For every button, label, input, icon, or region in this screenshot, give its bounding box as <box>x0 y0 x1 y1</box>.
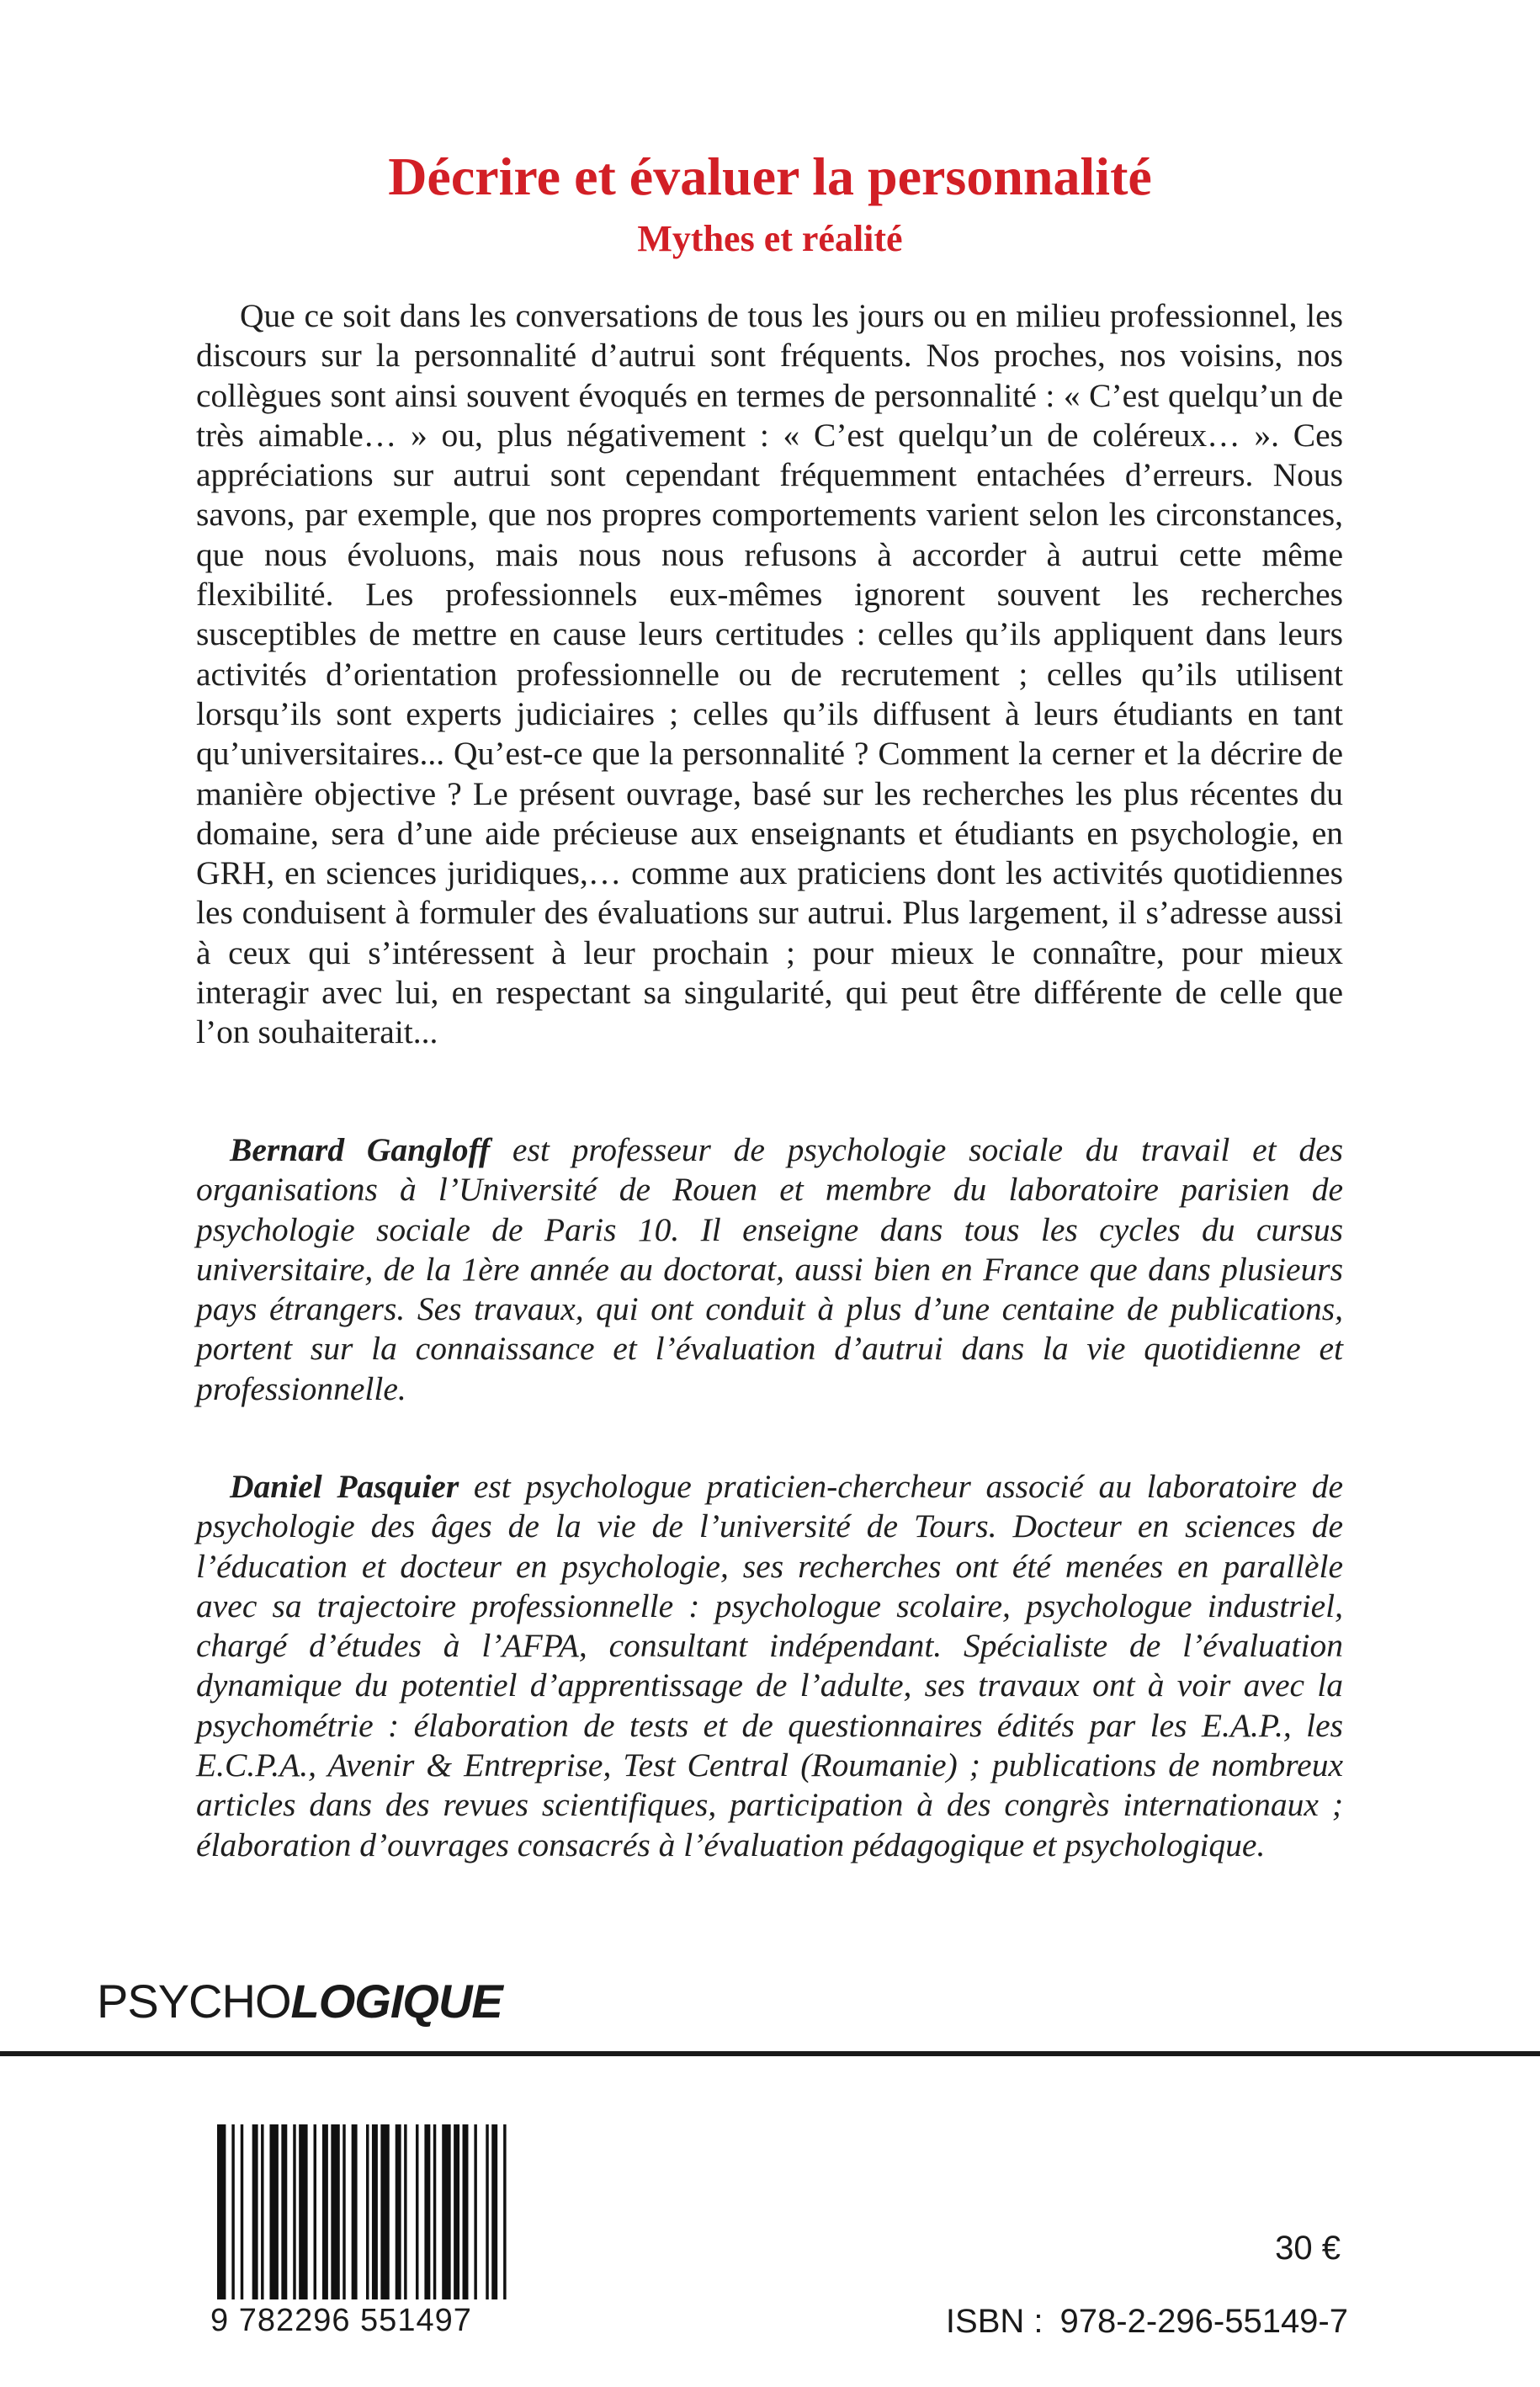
collection-logo <box>97 1975 502 2028</box>
collection-logo-part1: PSYCHO <box>97 1975 291 2028</box>
author-bio-gangloff <box>196 1130 1343 1409</box>
author-bio-text-gangloff: est professeur de psychologie sociale du travail et des organisations à l’Université de Rouen et membre du laboratoire parisien de psychologie sociale de Paris 10. Il enseigne dans tous les cycles du cursus universitaire, de la 1ère année au doctorat, aussi bien en France que dans plusieurs pays étrangers. Ses travaux, qui ont conduit à plus d’une centaine de publications, portent sur la connaissance et l’évaluation d’autrui dans la vie quotidienne et professionnelle. <box>196 1131 1344 1407</box>
author-bio-text-pasquier: est psychologue praticien-chercheur associé au laboratoire de psychologie des âges de la vie de l’université de Tours. Docteur en sciences de l’éducation et docteur en psychologie, ses recherches ont été menées en parallèle avec sa trajectoire professionnelle : psychologue scolaire, psychologue industriel, chargé d’études à l’AFPA, consultant indépendant. Spécialiste de l’évaluation dynamique du potentiel d’apprentissage de l’adulte, ses travaux ont à voir avec la psychométrie : élaboration de tests et de questionnaires édités par les E.A.P., les E.C.P.A., Avenir & Entreprise, Test Central (Roumanie) ; publications de nombreux articles dans des revues scientifiques, participation à des congrès internationaux ; élaboration d’ouvrages consacrés à l’évaluation pédagogique et psychologique. <box>196 1468 1343 1863</box>
author-name-gangloff: Bernard Gangloff <box>230 1131 491 1168</box>
isbn-value: 978-2-296-55149-7 <box>1059 2303 1348 2340</box>
barcode-digits: 9 782296 551497 <box>210 2303 472 2338</box>
collection-logo-part2: LOGIQUE <box>290 1975 502 2028</box>
author-name-pasquier: Daniel Pasquier <box>230 1468 459 1505</box>
isbn-label: ISBN : <box>945 2303 1043 2340</box>
isbn-line <box>919 2305 1348 2338</box>
price: 30 € <box>1275 2230 1341 2267</box>
barcode-icon <box>217 2124 515 2299</box>
author-bio-pasquier <box>196 1467 1343 1865</box>
divider-rule <box>0 2051 1540 2056</box>
book-subtitle: Mythes et réalité <box>637 218 903 259</box>
summary-paragraph: Que ce soit dans les conversations de tous les jours ou en milieu professionnel, les discours sur la personnalité d’autrui sont fréquents. Nos proches, nos voisins, nos collègues sont ainsi souvent évoqués en termes de personnalité : « C’est quelqu’un de très aimable… » ou, plus négativement : « C’est quelqu’un de coléreux… ». Ces appréciations sur autrui sont cependant fréquemment entachées d’erreurs. Nous savons, par exemple, que nos propres comportements varient selon les circonstances, que nous évoluons, mais nous nous refusons à accorder à autrui cette même flexibilité. Les professionnels eux-mêmes ignorent souvent les recherches susceptibles de mettre en cause leurs certitudes : celles qu’ils appliquent dans leurs activités d’orientation professionnelle ou de recrutement ; celles qu’ils utilisent lorsqu’ils sont experts judiciaires ; celles qu’ils diffusent à leurs étudiants en tant qu’universitaires... Qu’est-ce que la personnalité ? Comment la cerner et la décrire de manière objective ? Le présent ouvrage, basé sur les recherches les plus récentes du domaine, sera d’une aide précieuse aux enseignants et étudiants en psychologie, en GRH, en sciences juridiques,… comme aux praticiens dont les activités quotidiennes les conduisent à formuler des évaluations sur autrui. Plus largement, il s’adresse aussi à ceux qui s’intéressent à leur prochain ; pour mieux le connaître, pour mieux interagir avec lui, en respectant sa singularité, qui peut être différente de celle que l’on souhaiterait... <box>196 297 1343 1051</box>
book-title: Décrire et évaluer la personnalité <box>388 146 1152 206</box>
